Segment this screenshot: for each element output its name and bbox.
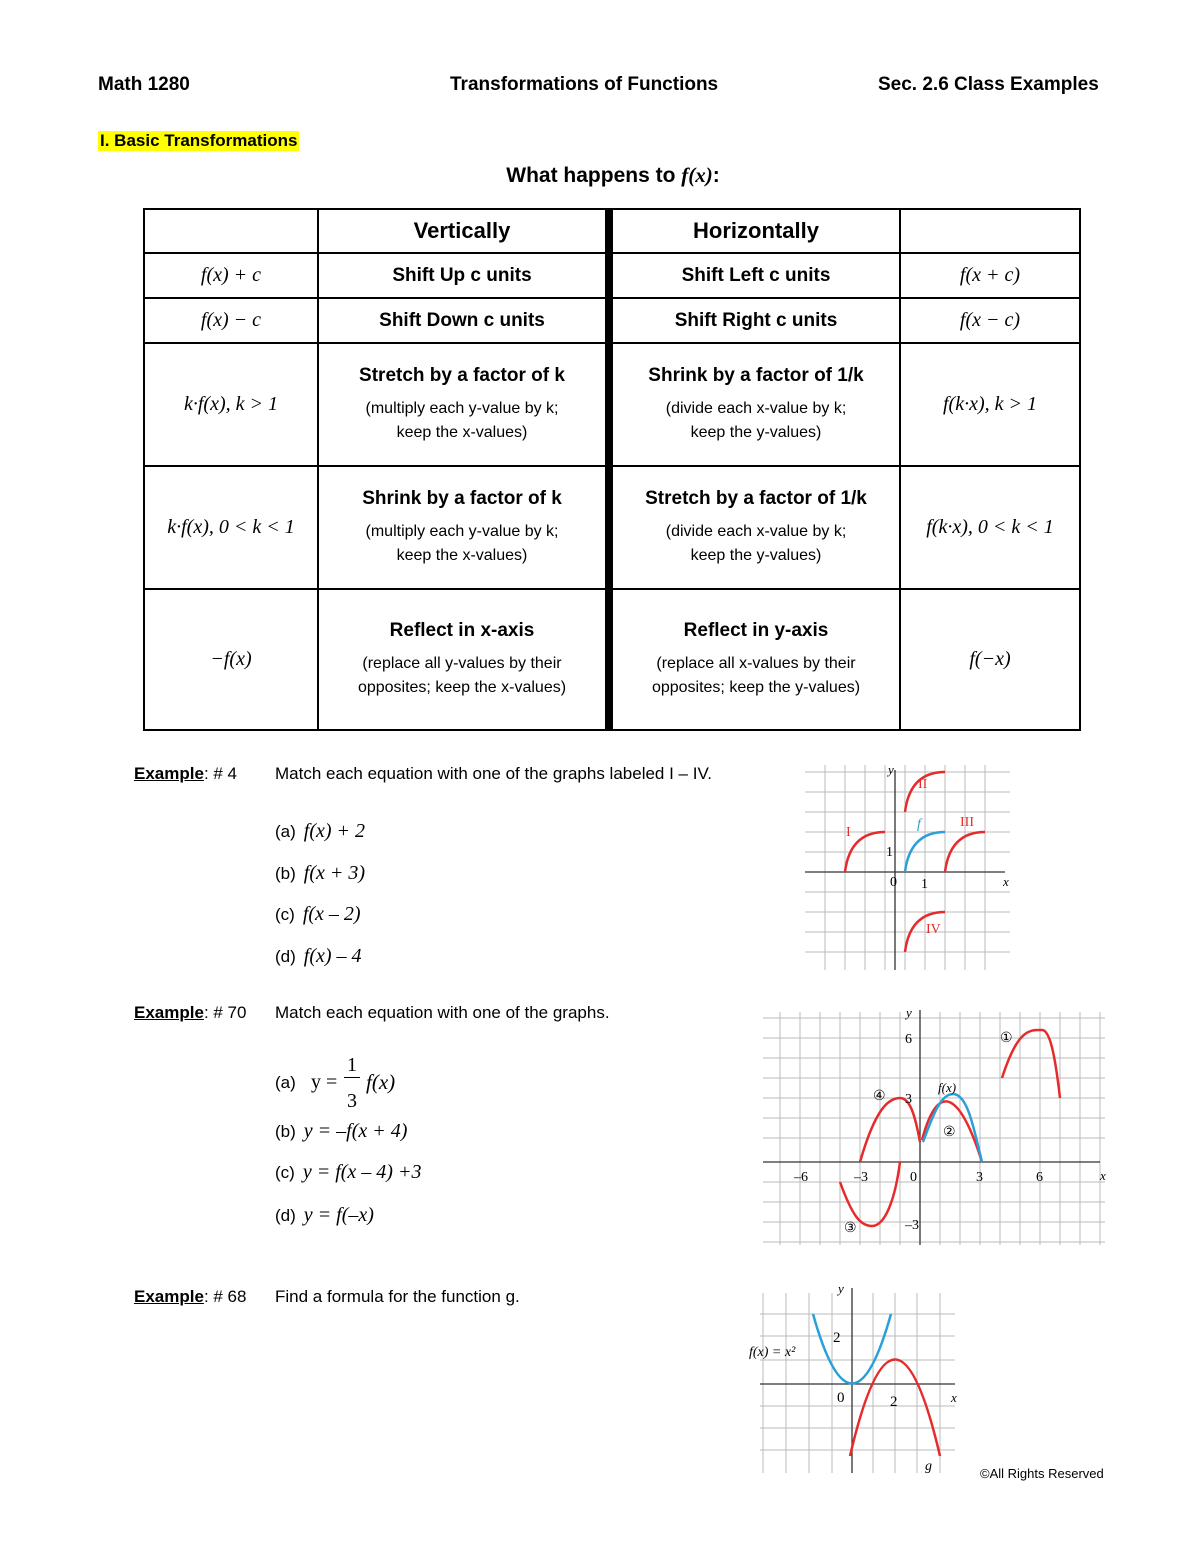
graph-example-68 [745,1278,975,1478]
table-caption: What happens to f(x): [506,163,720,187]
vertically-header: Vertically [318,209,609,253]
svg-text:1: 1 [921,877,928,892]
svg-text:x: x [951,1390,957,1405]
svg-text:g: g [925,1459,932,1474]
copyright: ©All Rights Reserved [980,1466,1104,1481]
section-heading: I. Basic Transformations [100,131,298,150]
svg-text:③: ③ [844,1221,857,1236]
graph-example-70 [760,1000,1110,1250]
svg-text:x: x [1100,1168,1106,1183]
svg-text:f(x): f(x) [938,1080,957,1095]
svg-text:y: y [888,762,894,777]
course-label: Math 1280 [98,74,190,95]
svg-text:III: III [960,815,974,830]
svg-text:2: 2 [890,1394,898,1410]
example-68-label: Example: # 68 [134,1287,247,1306]
table-row: k·f(x), 0 < k < 1 Shrink by a factor of k (multiply each y-value by k; keep the x-values) Stretch by a factor of 1/k (divide each x-value by k; keep the y-values) f(k·x), 0 < k < 1 [144,466,1080,589]
table-row: f(x) + c Shift Up c units Shift Left c units f(x + c) [144,253,1080,298]
svg-text:1: 1 [886,845,893,860]
list-item: (c) f(x – 2) [275,903,361,925]
horizontally-header: Horizontally [609,209,900,253]
svg-text:f: f [917,817,921,832]
graph-3 [840,1162,900,1226]
svg-text:0: 0 [837,1390,845,1406]
svg-text:3: 3 [905,1092,912,1107]
list-item: (b) y = –f(x + 4) [275,1120,408,1142]
example-70-task: Match each equation with one of the graphs. [275,1003,610,1022]
svg-text:I: I [846,825,851,840]
example-4-task: Match each equation with one of the graphs labeled I – IV. [275,764,712,783]
svg-text:x: x [1003,874,1009,889]
svg-text:y: y [838,1281,844,1296]
svg-text:3: 3 [976,1170,983,1185]
table-row: k·f(x), k > 1 Stretch by a factor of k (multiply each y-value by k; keep the x-values) Shrink by a factor of 1/k (divide each x-value by k; keep the y-values) f(k·x), k > 1 [144,343,1080,466]
list-item: (c) y = f(x – 4) +3 [275,1161,422,1183]
list-item: (d) y = f(–x) [275,1204,374,1226]
example-4-label: Example: # 4 [134,764,238,783]
svg-text:6: 6 [905,1032,912,1047]
example-68-task: Find a formula for the function g. [275,1287,520,1306]
table-row: f(x) − c Shift Down c units Shift Right c units f(x − c) [144,298,1080,343]
svg-text:y: y [906,1005,912,1020]
page-title: Transformations of Functions [450,74,719,95]
svg-text:2: 2 [833,1330,841,1346]
svg-text:II: II [918,777,928,792]
example-70-label: Example: # 70 [134,1003,247,1022]
svg-text:④: ④ [873,1089,886,1104]
svg-text:IV: IV [926,922,941,937]
svg-text:0: 0 [910,1170,917,1185]
transformations-table [143,208,1081,731]
svg-text:6: 6 [1036,1170,1043,1185]
list-item: (a) f(x) + 2 [275,820,366,842]
section-label: Sec. 2.6 Class Examples [878,74,1099,95]
table-row: −f(x) Reflect in x-axis (replace all y-values by their opposites; keep the x-values) Reflect in y-axis (replace all x-values by their opposites; keep the y-values) f(−x) [144,589,1080,730]
svg-text:–6: –6 [794,1170,808,1185]
svg-text:②: ② [943,1125,956,1140]
graph-example-4 [800,760,1020,975]
svg-text:–3: –3 [905,1218,919,1233]
svg-text:①: ① [1000,1031,1013,1046]
list-item: (b) f(x + 3) [275,862,366,884]
list-item: (d) f(x) – 4 [275,945,362,967]
svg-text:f(x) = x²: f(x) = x² [749,1345,796,1360]
svg-text:–3: –3 [854,1170,868,1185]
graph-4 [860,1098,920,1162]
list-item: (a) [275,1073,296,1092]
svg-text:0: 0 [890,875,897,890]
